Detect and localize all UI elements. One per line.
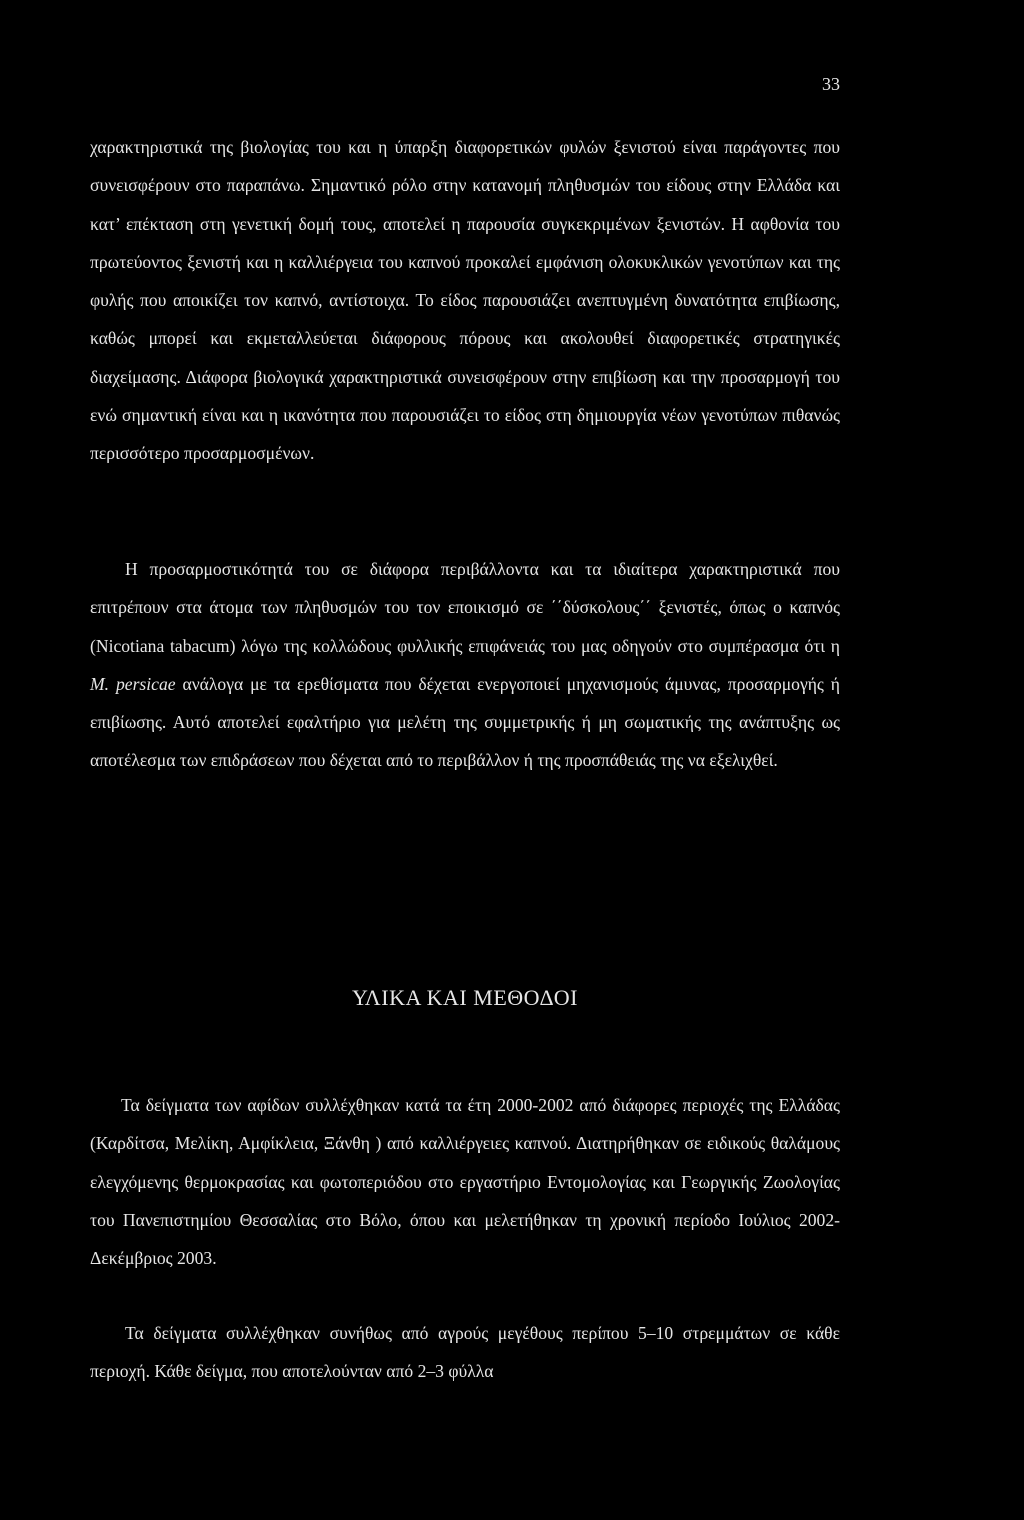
paragraph-adaptability xyxy=(90,550,840,780)
paragraph-text: χαρακτηριστικά της βιολογίας του και η ύπαρξη διαφορετικών φυλών ξενιστού είναι παράγοντες που συνεισφέρουν στο παραπάνω. Σημαντικό ρόλο στην κατανομή πληθυσμών του είδους στην Ελλάδα και κατ’ επέκταση στη γενετική δομή τους, αποτελεί η παρουσία συγκεκριμένων ξενιστών. Η αφθονία του πρωτεύοντος ξενιστή και η καλλιέργεια του καπνού προκαλεί εμφάνιση ολοκυκλικών γενοτύπων και της φυλής που αποικίζει τον καπνό, αντίστοιχα. Το είδος παρουσιάζει ανεπτυγμένη δυνατότητα επιβίωσης, καθώς μπορεί και εκμεταλλεύεται διάφορους πόρους και ακολουθεί διαφορετικές στρατηγικές διαχείμασης. Διάφορα βιολογικά χαρακτηριστικά συνεισφέρουν στην επιβίωση και την προσαρμογή του ενώ σημαντική είναι και η ικανότητα που παρουσιάζει το είδος στη δημιουργία νέων γενοτύπων πιθανώς περισσότερο προσαρμοσμένων. xyxy=(90,137,840,464)
paragraph-text: Τα δείγματα συλλέχθηκαν συνήθως από αγρούς μεγέθους περίπου 5–10 στρεμμάτων σε κάθε περιοχή. Κάθε δείγμα, που αποτελούνταν από 2–3 φύλλα xyxy=(90,1323,840,1382)
paragraph-collection xyxy=(90,1314,840,1391)
page-number: 33 xyxy=(822,74,840,94)
species-name: M. persicae xyxy=(90,673,176,694)
paragraph-text: Τα δείγματα των αφίδων συλλέχθηκαν κατά τα έτη 2000-2002 από διάφορες περιοχές της Ελλάδας (Καρδίτσα, Μελίκη, Αμφίκλεια, Ξάνθη ) από καλλιέργειες καπνού. Διατηρήθηκαν σε ειδικούς θαλάμους ελεγχόμενης θερμοκρασίας και φωτοπεριόδου στο εργαστήριο Εντομολογίας και Γεωργικής Ζωολογίας του Πανεπιστημίου Θεσσαλίας στο Βόλο, όπου και μελετήθηκαν τη χρονική περίοδο Ιούλιος 2002- Δεκέμβριος 2003. xyxy=(90,1095,840,1269)
paragraph-samples xyxy=(90,1086,840,1277)
paragraph-continuation xyxy=(90,128,840,473)
section-heading: ΥΛΙΚΑ ΚΑΙ ΜΕΘΟΔΟΙ xyxy=(352,985,578,1010)
paragraph-text-part: Η προσαρμοστικότητά του σε διάφορα περιβάλλοντα και τα ιδιαίτερα χαρακτηριστικά που επιτρέπουν στα άτομα των πληθυσμών του τον εποικισμό σε ΄΄δύσκολους΄΄ ξενιστές, όπως ο καπνός (Nicotiana tabacum) λόγω της κολλώδους φυλλικής επιφάνειάς του μας οδηγούν στο συμπέρασμα ότι η xyxy=(90,559,840,656)
paragraph-text xyxy=(90,550,840,780)
paragraph-text-part: ανάλογα με τα ερεθίσματα που δέχεται ενεργοποιεί μηχανισμούς άμυνας, προσαρμογής ή επιβίωσης. Αυτό αποτελεί εφαλτήριο για μελέτη της συμμετρικής ή μη σωματικής της ανάπτυξης ως αποτέλεσμα των επιδράσεων που δέχεται από το περιβάλλον ή της προσπάθειάς της να εξελιχθεί. xyxy=(90,673,841,771)
